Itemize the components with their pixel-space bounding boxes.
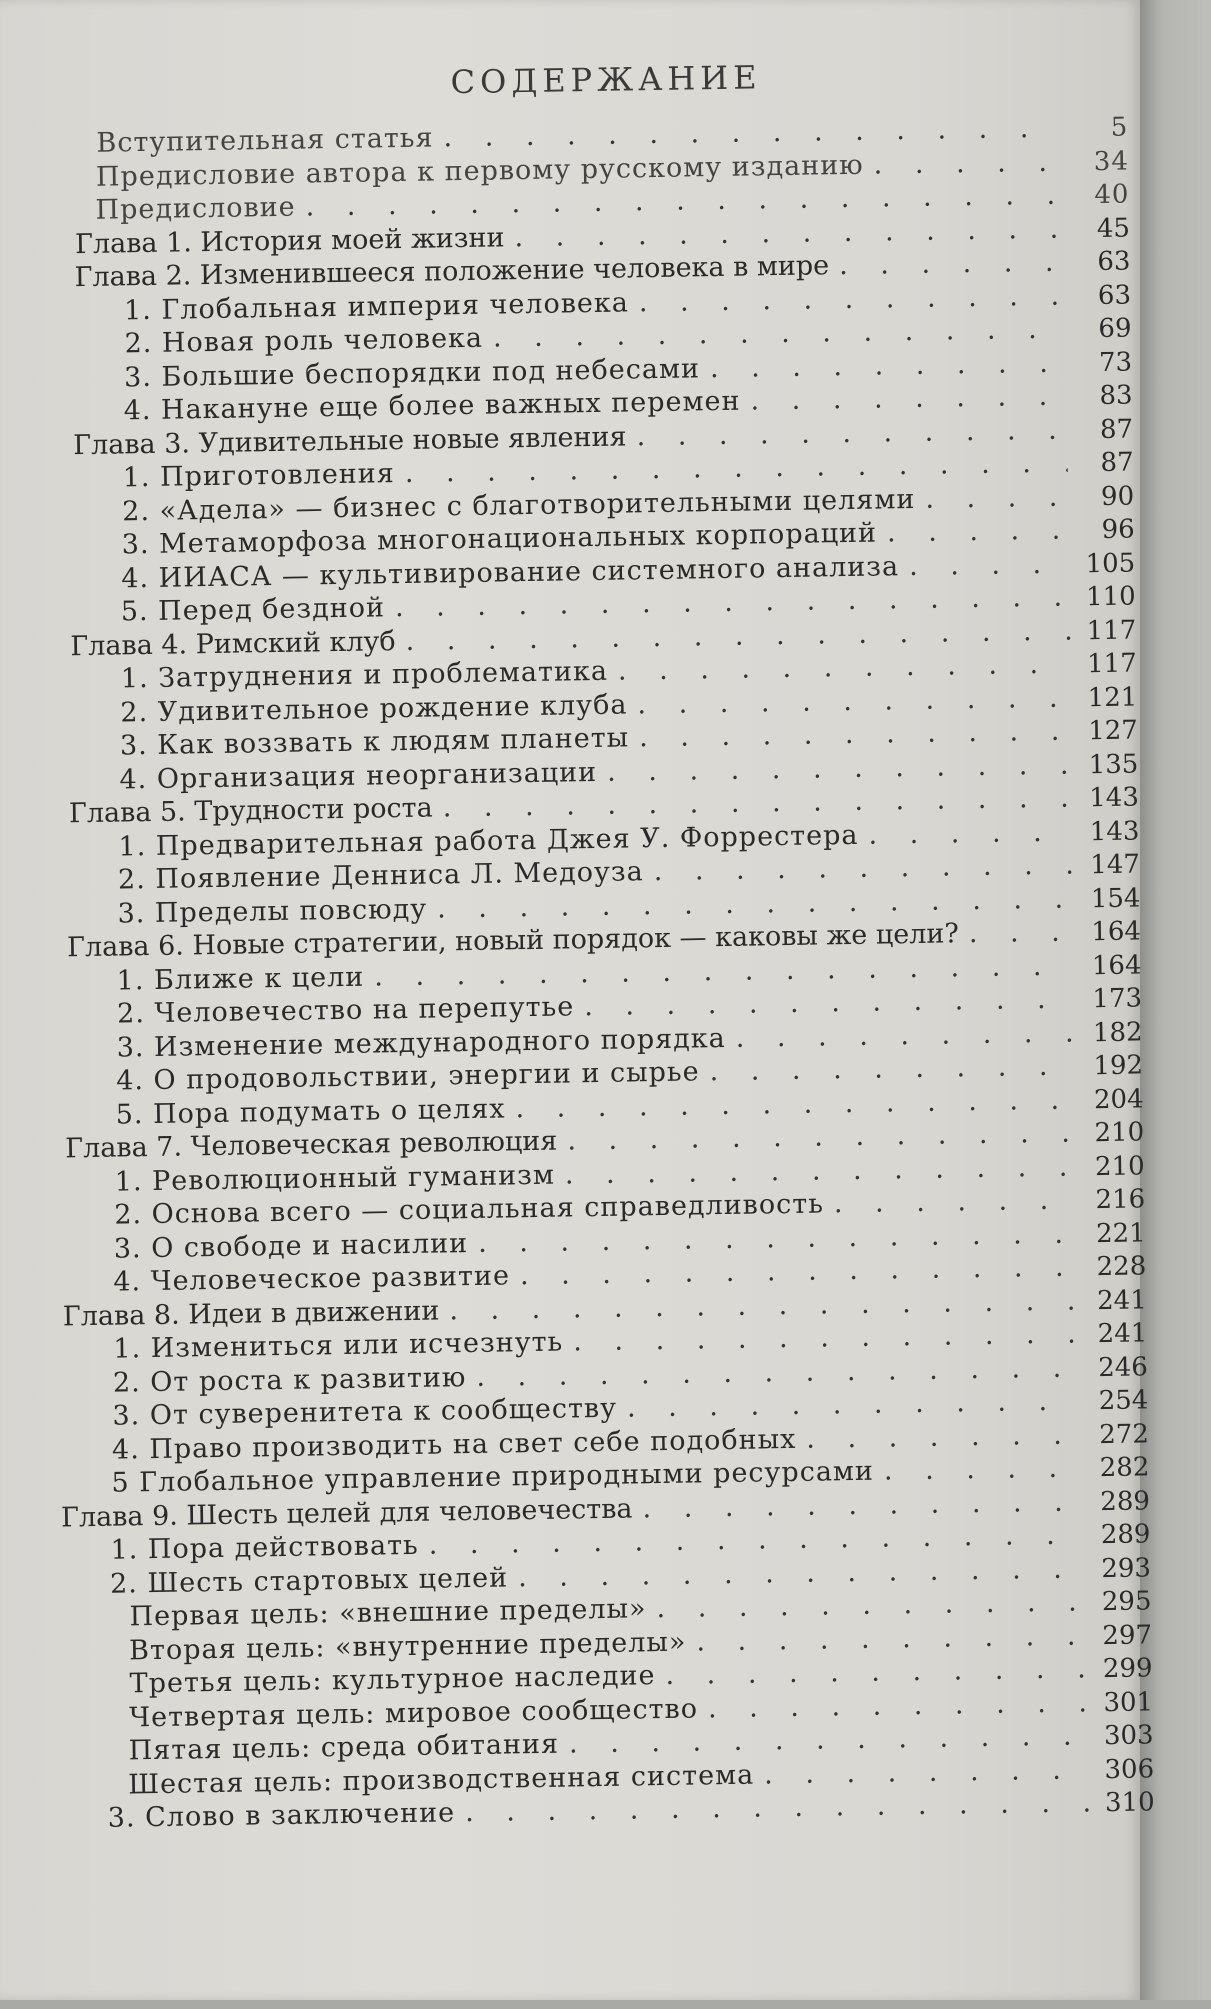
toc-entry-title: 4. Накануне еще более важных перемен (123, 385, 741, 427)
toc-entry-title: 3. От суверенитета к сообществу (112, 1392, 618, 1432)
toc-subentry-title: Вторая цель: «внутренние пределы» (128, 1626, 687, 1666)
dot-leader (764, 1753, 1089, 1792)
toc-entry-title: 3. Метаморфоза многонациональных корпораций (121, 517, 878, 561)
chapter-label: Глава 7. (65, 1131, 191, 1165)
toc-entry-title: Предисловие автора к первому русскому изданию (95, 149, 864, 193)
page-number: 87 (1099, 414, 1134, 445)
toc-entry-title: 1. Затруднения и проблематика (120, 655, 609, 695)
page-number: 282 (1099, 1452, 1150, 1484)
toc-entry-title: 1. Измениться или исчезнуть (113, 1326, 564, 1365)
page-number: 306 (1104, 1753, 1155, 1785)
toc-entry-title: 2. «Адела» — бизнес с благотворительными целями (122, 483, 916, 527)
page-number: 228 (1096, 1251, 1147, 1283)
chapter-label: Глава 3. (72, 427, 199, 461)
page-number: 63 (1097, 280, 1132, 311)
toc-subentry-title: Шестая цель: производственная система (128, 1759, 755, 1800)
page-number: 299 (1102, 1653, 1153, 1685)
dot-leader (887, 514, 1069, 551)
toc-entry-title: Предисловие (95, 191, 296, 226)
page-number: 117 (1086, 614, 1137, 646)
toc-entry-title: 2. Шесть стартовых целей (109, 1561, 509, 1600)
page-number: 40 (1094, 179, 1130, 211)
toc-entry-title: 2. Основа всего — социальная справедливость (114, 1188, 825, 1231)
page-number: 34 (1093, 146, 1130, 177)
toc-title: СОДЕРЖАНИЕ (450, 58, 762, 102)
chapter-title: История моей жизни (200, 221, 505, 258)
toc-entry-title: 1. Глобальная империя человека (123, 286, 630, 326)
page-number: 73 (1098, 347, 1133, 378)
chapter-label: Глава 1. (74, 226, 201, 260)
toc-entry-title: 1. Ближе к цели (116, 961, 365, 997)
page-number: 216 (1095, 1184, 1146, 1216)
page-number: 90 (1100, 480, 1135, 512)
page-number: 135 (1088, 748, 1139, 780)
page-number: 105 (1085, 547, 1136, 579)
toc-entry-title: 3. Большие беспорядки под небесами (123, 352, 701, 393)
chapter-title: Удивительные новые явления (198, 420, 627, 459)
toc-subentry-title: Пятая цель: среда обитания (128, 1728, 560, 1767)
toc-entry-title: 1. Пора действовать (110, 1529, 419, 1566)
toc-entry-title: 4. О продовольствии, энергии и сырье (115, 1056, 700, 1097)
page-number: 173 (1092, 983, 1143, 1015)
toc-entry-title: 4. Человеческое развитие (113, 1260, 511, 1298)
dot-leader (909, 547, 1070, 584)
toc-subentry-title: Четвертая цель: мировое сообщество (128, 1692, 699, 1733)
chapter-label: Глава 6. (66, 930, 193, 964)
dot-leader (839, 246, 1065, 284)
toc-entry-title: 4. Право производить на свет себе подобных (111, 1423, 797, 1466)
page-number: 297 (1102, 1619, 1153, 1651)
page-number: 192 (1093, 1050, 1144, 1082)
page-number: 303 (1103, 1720, 1154, 1752)
toc-entry-title: 3. О свободе и насилии (113, 1227, 469, 1265)
page-number: 87 (1100, 447, 1134, 479)
toc-entry-title: 2. Появление Денниса Л. Медоуза (117, 856, 644, 896)
page-number: 289 (1100, 1519, 1151, 1551)
page-number: 83 (1099, 380, 1133, 412)
chapter-label: Глава 4. (70, 628, 196, 662)
chapter-title: Новые стратегии, новый порядок — каковы же цели? (192, 918, 960, 962)
page-number: 210 (1094, 1117, 1145, 1149)
page-number: 310 (1104, 1787, 1155, 1819)
dot-leader (925, 480, 1068, 516)
dot-leader (806, 1418, 1083, 1456)
toc-entry-title: 3. Пределы повсюду (117, 893, 428, 930)
page-number: 241 (1097, 1318, 1148, 1350)
chapter-heading (70, 625, 396, 664)
page-number: 127 (1087, 715, 1139, 747)
page-number: 117 (1086, 648, 1138, 680)
page-number: 164 (1091, 916, 1142, 948)
toc-entry-title: 3. Как воззвать к людям планеты (119, 722, 630, 762)
table-of-contents (44, 0, 1175, 2009)
page-number: 143 (1089, 815, 1140, 847)
page-number: 204 (1093, 1083, 1144, 1115)
page-number: 182 (1092, 1016, 1143, 1048)
page-number: 272 (1099, 1418, 1150, 1450)
page-number: 289 (1100, 1485, 1151, 1517)
page-number: 164 (1091, 949, 1142, 981)
page-number: 5 (1110, 112, 1129, 143)
toc-entry-title: 1. Революционный гуманизм (114, 1159, 556, 1198)
toc-entry-title: 3. Слово в заключение (107, 1797, 456, 1834)
dot-leader (834, 1183, 1080, 1221)
chapter-title: Римский клуб (195, 625, 396, 660)
page-number: 96 (1101, 514, 1135, 546)
page-number: 110 (1085, 581, 1136, 613)
chapter-title: Идеи в движении (187, 1295, 440, 1330)
toc-entry-title: 4. ИИАСА — культивирование системного анализа (121, 550, 900, 594)
dot-leader (969, 915, 1076, 951)
page-number: 210 (1094, 1150, 1145, 1182)
page-number: 154 (1090, 882, 1141, 914)
page-number: 63 (1097, 246, 1131, 278)
page-number: 293 (1101, 1552, 1152, 1584)
toc-entry-title: 1. Предварительная работа Джея У. Форрестера (118, 819, 859, 862)
page-number: 246 (1097, 1351, 1149, 1383)
page-number: 121 (1087, 681, 1138, 713)
toc-entry-title: Вступительная статья (96, 122, 434, 159)
page-number: 295 (1101, 1586, 1152, 1618)
page-number: 254 (1098, 1385, 1149, 1417)
page-number: 45 (1096, 213, 1131, 244)
chapter-label: Глава 9. (60, 1500, 187, 1533)
toc-entry-title: 1. Приготовления (122, 458, 396, 494)
dot-leader (750, 380, 1067, 419)
toc-entry-title: 4. Организация неорганизации (119, 756, 598, 795)
page-number: 301 (1103, 1686, 1154, 1718)
toc-entry-title: 2. Удивительное рождение клуба (120, 688, 628, 728)
toc-subentry-title: Третья цель: культурное наследие (129, 1660, 656, 1700)
chapter-title: Трудности роста (194, 792, 433, 828)
chapter-label: Глава 2. (74, 260, 201, 294)
toc-entry-title: 2. Человечество на перепутье (116, 991, 575, 1030)
page-number: 69 (1098, 313, 1132, 345)
dot-leader (873, 145, 1063, 182)
chapter-title: Изменившееся положение человека в мире (199, 250, 830, 292)
toc-entry-title: 5. Пора подумать о целях (115, 1092, 506, 1131)
page-number: 147 (1090, 849, 1141, 881)
toc-entry-title: 3. Изменение международного порядка (116, 1022, 726, 1064)
toc-subentry-title: Первая цель: «внешние пределы» (129, 1593, 647, 1633)
page-number: 143 (1089, 782, 1140, 814)
page-number: 241 (1096, 1284, 1148, 1316)
toc-entry-title: 2. Новая роль человека (124, 322, 484, 360)
chapter-title: Шесть целей для человечества (186, 1492, 633, 1532)
dot-leader (884, 1451, 1084, 1488)
chapter-label: Глава 8. (62, 1298, 189, 1332)
chapter-title: Человеческая революция (190, 1125, 558, 1163)
chapter-label: Глава 5. (68, 796, 195, 830)
dot-leader (868, 815, 1073, 852)
toc-entry-title: 2. От роста к развитию (112, 1361, 467, 1399)
page-number: 221 (1095, 1217, 1146, 1249)
toc-entry-title: 5. Перед бездной (120, 592, 386, 628)
toc-entry-title: 5 Глобальное управление природными ресурсами (111, 1455, 875, 1499)
